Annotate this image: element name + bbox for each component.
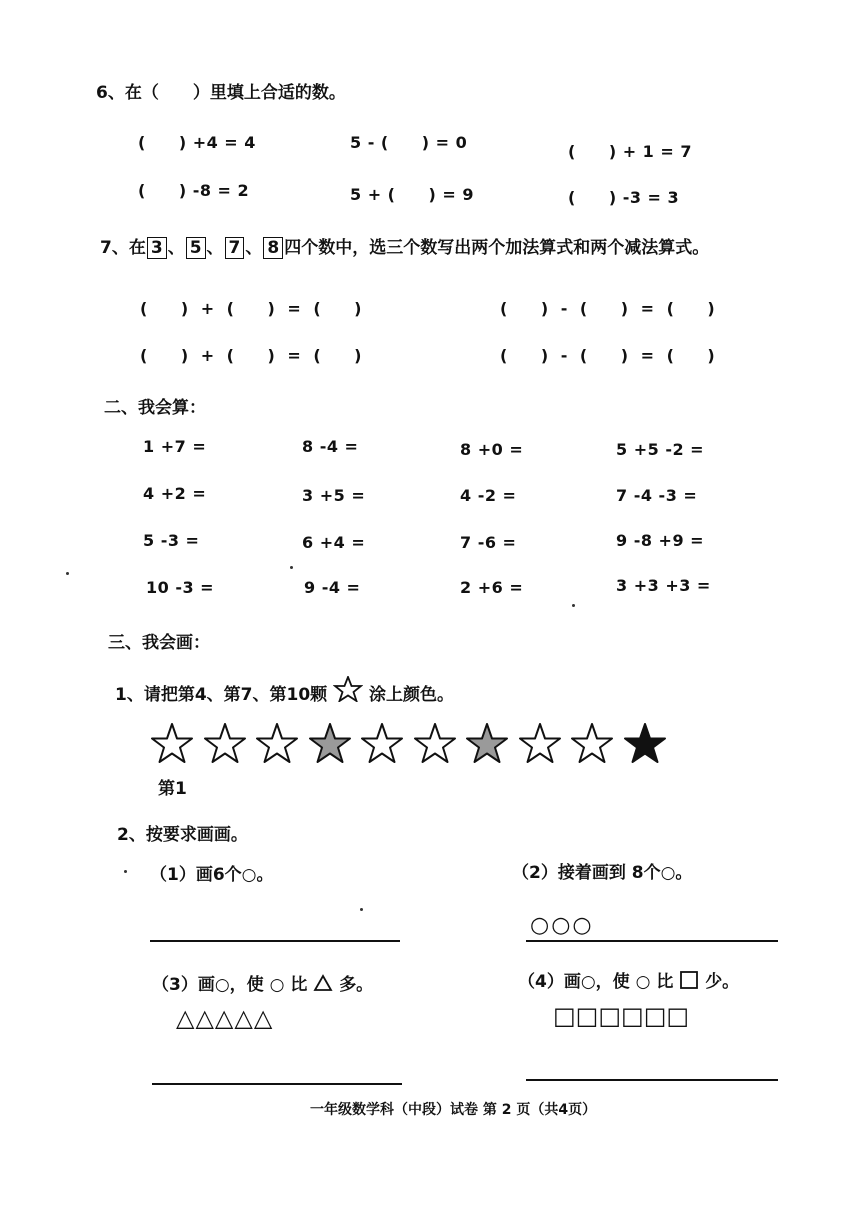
calc-item: 7 -4 -3 = <box>616 486 698 505</box>
s3-q2-part4-a: （4）画○，使 ○ 比 <box>518 972 674 992</box>
q7-prefix: 7、在 <box>100 238 146 258</box>
s3-q2-part4 <box>518 967 739 992</box>
calc-item: 5 +5 -2 = <box>616 440 705 459</box>
star-icon <box>255 722 299 766</box>
scan-speck <box>360 908 363 911</box>
s3-q2-part4-b: 少。 <box>705 972 740 992</box>
calc-item: 2 +6 = <box>460 578 524 597</box>
q6-eq-1: ( ) +4 = 4 <box>138 133 256 152</box>
section2-title: 二、我会算： <box>104 398 206 418</box>
q7-number-box: 7 <box>225 237 245 259</box>
triangle-row: △△△△△ <box>176 1004 274 1032</box>
s3-q1-instruction <box>115 676 454 705</box>
s3-q2-part3 <box>152 970 373 995</box>
s3-q2-part3-a: （3）画○，使 ○ 比 <box>152 975 308 995</box>
q7-number-box: 5 <box>186 237 206 259</box>
star-icon <box>518 722 562 766</box>
star-icon <box>570 722 614 766</box>
section3-title: 三、我会画： <box>108 633 210 653</box>
scan-speck <box>290 566 293 569</box>
scan-speck <box>572 604 575 607</box>
q6-eq-6: ( ) -3 = 3 <box>568 188 680 207</box>
scan-speck <box>124 870 127 873</box>
calc-item: 9 -4 = <box>304 578 361 597</box>
q7-sub-row-2: ( ) - ( ) = ( ) <box>500 346 716 365</box>
s3-q2-title: 2、按要求画画。 <box>117 825 248 845</box>
calc-item: 9 -8 +9 = <box>616 531 705 550</box>
answer-line <box>150 940 400 942</box>
q7-instruction <box>100 233 709 259</box>
q7-sub-row-1: ( ) - ( ) = ( ) <box>500 299 716 318</box>
calc-item: 3 +5 = <box>302 486 366 505</box>
calc-item: 8 -4 = <box>302 437 359 456</box>
calc-item: 1 +7 = <box>143 437 207 456</box>
s3-q2-part3-b: 多。 <box>339 975 374 995</box>
q7-sep: 、 <box>167 238 185 258</box>
triangle-icon <box>313 974 333 992</box>
q7-suffix: 四个数中，选三个数写出两个加法算式和两个减法算式。 <box>284 238 710 258</box>
answer-line <box>152 1083 402 1085</box>
s3-q2-part1: （1）画6个○。 <box>150 865 274 885</box>
star-icon <box>465 722 509 766</box>
star-icon <box>308 722 352 766</box>
square-row: □□□□□□ <box>553 1002 690 1030</box>
star-outline-icon <box>333 676 363 702</box>
star-icon <box>360 722 404 766</box>
q7-sep: 、 <box>245 238 263 258</box>
q6-eq-3: ( ) + 1 = 7 <box>568 142 692 161</box>
q7-add-row-1: ( ) + ( ) = ( ) <box>140 299 362 318</box>
star-first-label: 第1 <box>158 779 187 799</box>
calc-item: 3 +3 +3 = <box>616 576 711 595</box>
square-icon <box>679 971 699 989</box>
star-icon <box>623 722 667 766</box>
q6-eq-4: ( ) -8 = 2 <box>138 181 250 200</box>
q7-sep: 、 <box>206 238 224 258</box>
calc-item: 5 -3 = <box>143 531 200 550</box>
q6-title: 6、在（ ）里填上合适的数。 <box>96 83 346 103</box>
scan-speck <box>66 572 69 575</box>
q7-number-box: 3 <box>147 237 167 259</box>
star-icon <box>413 722 457 766</box>
calc-item: 4 -2 = <box>460 486 517 505</box>
drawn-circles: ○○○ <box>530 913 594 938</box>
calc-item: 6 +4 = <box>302 533 366 552</box>
calc-item: 4 +2 = <box>143 484 207 503</box>
q6-eq-5: 5 + ( ) = 9 <box>350 185 474 204</box>
page-footer: 一年级数学科（中段）试卷 第 2 页（共4页） <box>310 1102 597 1118</box>
calc-item: 7 -6 = <box>460 533 517 552</box>
s3-q2-part2: （2）接着画到 8个○。 <box>512 863 693 883</box>
calc-item: 10 -3 = <box>146 578 215 597</box>
answer-line <box>526 1079 778 1081</box>
star-icon <box>150 722 194 766</box>
q7-add-row-2: ( ) + ( ) = ( ) <box>140 346 362 365</box>
answer-line <box>526 940 778 942</box>
s3-q1-text-before: 1、请把第4、第7、第10颗 <box>115 685 328 705</box>
star-icon <box>203 722 247 766</box>
s3-q1-text-after: 涂上颜色。 <box>369 685 454 705</box>
q6-eq-2: 5 - ( ) = 0 <box>350 133 468 152</box>
q7-number-box: 8 <box>263 237 283 259</box>
calc-item: 8 +0 = <box>460 440 524 459</box>
